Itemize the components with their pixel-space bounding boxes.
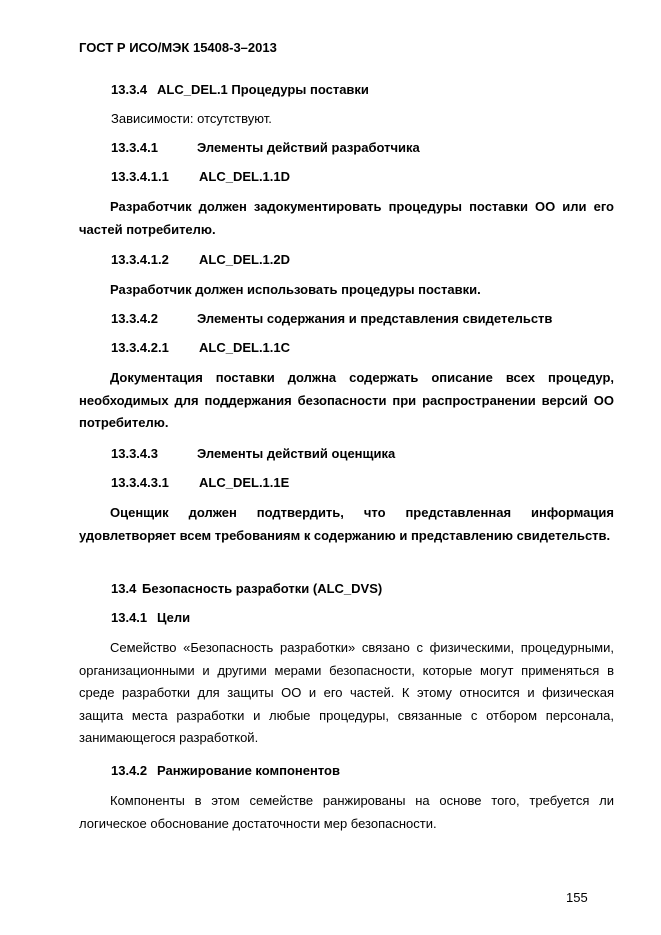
heading-number: 13.4.1 bbox=[111, 610, 148, 625]
heading-number: 13.3.4.1.2 bbox=[111, 252, 169, 267]
heading-title: ALC_DEL.1.1E bbox=[199, 475, 290, 490]
paragraph-delivery-documentation: Документация поставки должна содержать описание всех процедур, необходимых для поддержания безопасности при распространении версий ОО потребителю. bbox=[79, 370, 614, 430]
heading-13-3-4-3-1 bbox=[111, 475, 289, 490]
heading-13-3-4 bbox=[111, 82, 369, 97]
heading-number: 13.3.4.3.1 bbox=[111, 475, 169, 490]
heading-title: ALC_DEL.1.1D bbox=[199, 169, 291, 184]
heading-13-4-2 bbox=[111, 763, 340, 778]
heading-number: 13.3.4.1 bbox=[111, 140, 158, 155]
document-header: ГОСТ Р ИСО/МЭК 15408-3–2013 bbox=[79, 40, 277, 55]
heading-13-3-4-2 bbox=[111, 311, 552, 326]
heading-number: 13.4 bbox=[111, 581, 137, 596]
heading-title: Элементы действий разработчика bbox=[197, 140, 420, 155]
paragraph-developer-use: Разработчик должен использовать процедуры поставки. bbox=[110, 282, 481, 297]
paragraph-ranking: Компоненты в этом семействе ранжированы на основе того, требуется ли логическое обоснование достаточности мер безопасности. bbox=[79, 793, 614, 831]
heading-title: ALC_DEL.1.2D bbox=[199, 252, 291, 267]
heading-13-3-4-1-1 bbox=[111, 169, 290, 184]
heading-title: Элементы содержания и представления свидетельств bbox=[197, 311, 553, 326]
heading-13-4 bbox=[111, 581, 382, 596]
heading-title: Ранжирование компонентов bbox=[157, 763, 340, 778]
page-number: 155 bbox=[566, 890, 588, 905]
heading-number: 13.3.4.2.1 bbox=[111, 340, 169, 355]
heading-number: 13.3.4.3 bbox=[111, 446, 158, 461]
heading-number: 13.3.4.1.1 bbox=[111, 169, 169, 184]
heading-title: Безопасность разработки (ALC_DVS) bbox=[142, 581, 383, 596]
heading-number: 13.4.2 bbox=[111, 763, 148, 778]
paragraph-developer-document: Разработчик должен задокументировать процедуры поставки ОО или его частей потребителю. bbox=[79, 199, 614, 237]
paragraph-family-description: Семейство «Безопасность разработки» связано с физическими, процедурными, организационными и другими мерами безопасности, которые могут применяться в среде разработки для защиты ОО и его частей. К этому относится и физическая защита места разработки и любые процедуры, связанные с отбором персонала, занимающегося разработкой. bbox=[79, 640, 614, 745]
heading-title: Элементы действий оценщика bbox=[197, 446, 396, 461]
heading-title: ALC_DEL.1 Процедуры поставки bbox=[157, 82, 369, 97]
dependencies-text: Зависимости: отсутствуют. bbox=[111, 111, 272, 126]
heading-13-3-4-3 bbox=[111, 446, 395, 461]
heading-number: 13.3.4.2 bbox=[111, 311, 158, 326]
heading-13-4-1 bbox=[111, 610, 190, 625]
paragraph-evaluator-confirm: Оценщик должен подтвердить, что представленная информация удовлетворяет всем требованиям к содержанию и представлению свидетельств. bbox=[79, 505, 614, 543]
heading-title: Цели bbox=[157, 610, 191, 625]
heading-13-3-4-1-2 bbox=[111, 252, 290, 267]
heading-13-3-4-2-1 bbox=[111, 340, 290, 355]
heading-13-3-4-1 bbox=[111, 140, 420, 155]
heading-number: 13.3.4 bbox=[111, 82, 148, 97]
heading-title: ALC_DEL.1.1C bbox=[199, 340, 291, 355]
